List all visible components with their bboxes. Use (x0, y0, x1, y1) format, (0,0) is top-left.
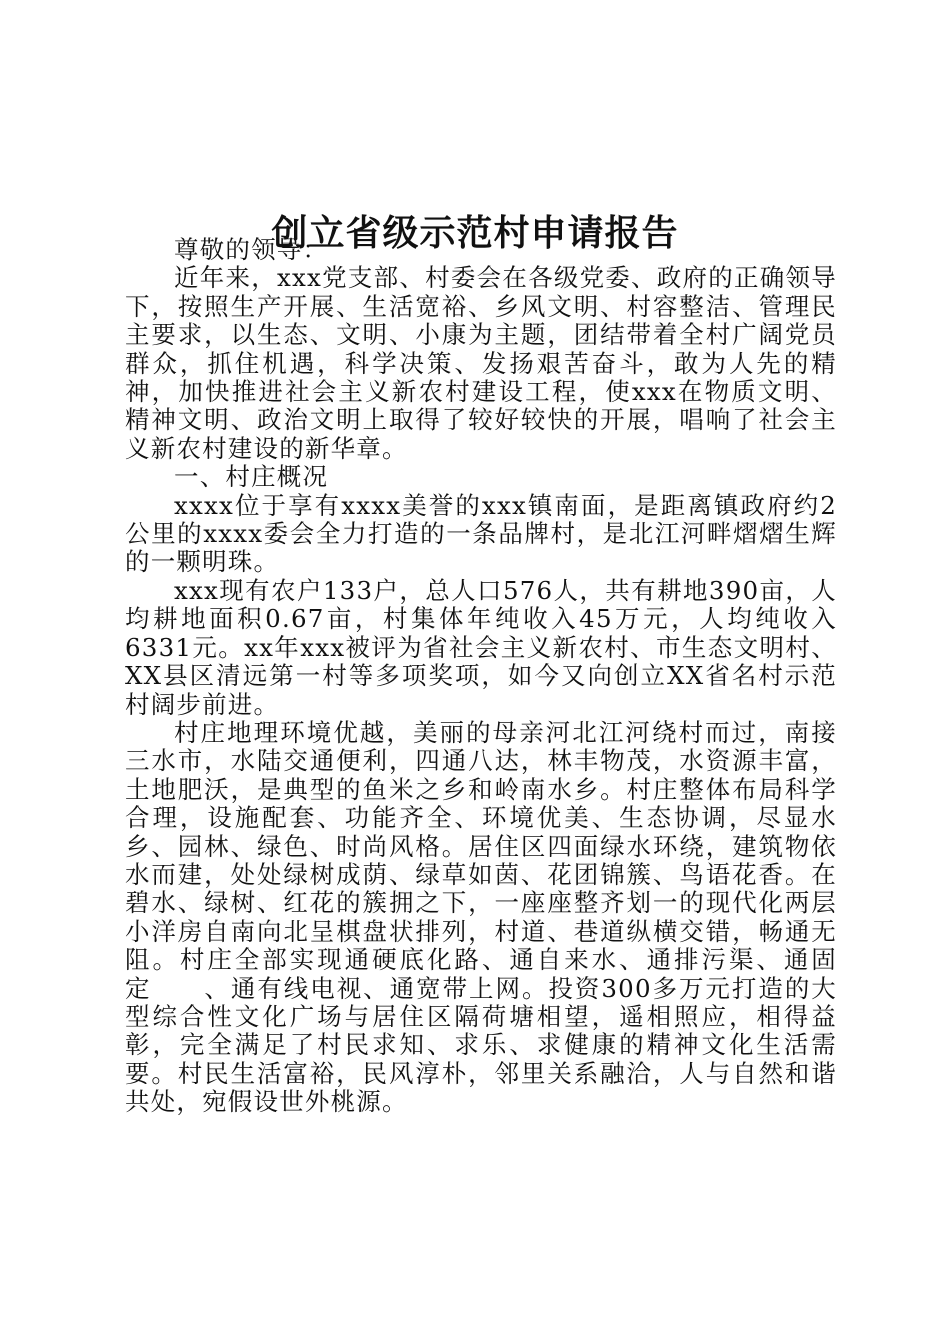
statistics-paragraph: xxx现有农户133户，总人口576人，共有耕地390亩，人均耕地面积0.67亩，村集体年纯收入45万元，人均纯收入6331元。xx年xxx被评为省社会主义新农村、市生态文明村、XX县区清远第一村等多项奖项，如今又向创立XX省名村示范村阔步前进。 (125, 575, 837, 719)
environment-paragraph: 村庄地理环境优越，美丽的母亲河北江河绕村而过，南接三水市，水陆交通便利，四通八达，林丰物茂，水资源丰富，土地肥沃，是典型的鱼米之乡和岭南水乡。村庄整体布局科学合理，设施配套、功能齐全、环境优美、生态协调，尽显水乡、园林、绿色、时尚风格。居住区四面绿水环绕，建筑物依水而建，处处绿树成荫、绿草如茵、花团锦簇、鸟语花香。在碧水、绿树、红花的簇拥之下，一座座整齐划一的现代化两层小洋房自南向北呈棋盘状排列，村道、巷道纵横交错，畅通无阻。村庄全部实现通硬底化路、通自来水、通排污渠、通固定 、通有线电视、通宽带上网。投资300多万元打造的大型综合性文化广场与居住区隔荷塘相望，遥相照应，相得益彰，完全满足了村民求知、求乐、求健康的精神文化生活需要。村民生活富裕，民风淳朴，邻里关系融洽，人与自然和谐共处，宛假设世外桃源。 (125, 717, 837, 1117)
section-heading-village-overview: 一、村庄概况 (174, 462, 329, 492)
document-title: 创立省级示范村申请报告 (271, 212, 679, 255)
location-paragraph: xxxx位于享有xxxx美誉的xxx镇南面，是距离镇政府约2公里的xxxx委会全力打造的一条品牌村，是北江河畔熠熠生辉的一颗明珠。 (125, 490, 837, 577)
salutation: 尊敬的领导： (174, 235, 329, 264)
intro-paragraph: 近年来，xxx党支部、村委会在各级党委、政府的正确领导下，按照生产开展、生活宽裕、乡风文明、村容整洁、管理民主要求，以生态、文明、小康为主题，团结带着全村广阔党员群众，抓住机遇，科学决策、发扬艰苦奋斗，敢为人先的精神，加快推进社会主义新农村建设工程，使xxx在物质文明、精神文明、政治文明上取得了较好较快的开展，唱响了社会主义新农村建设的新华章。 (125, 263, 837, 463)
document-body (125, 236, 837, 1117)
